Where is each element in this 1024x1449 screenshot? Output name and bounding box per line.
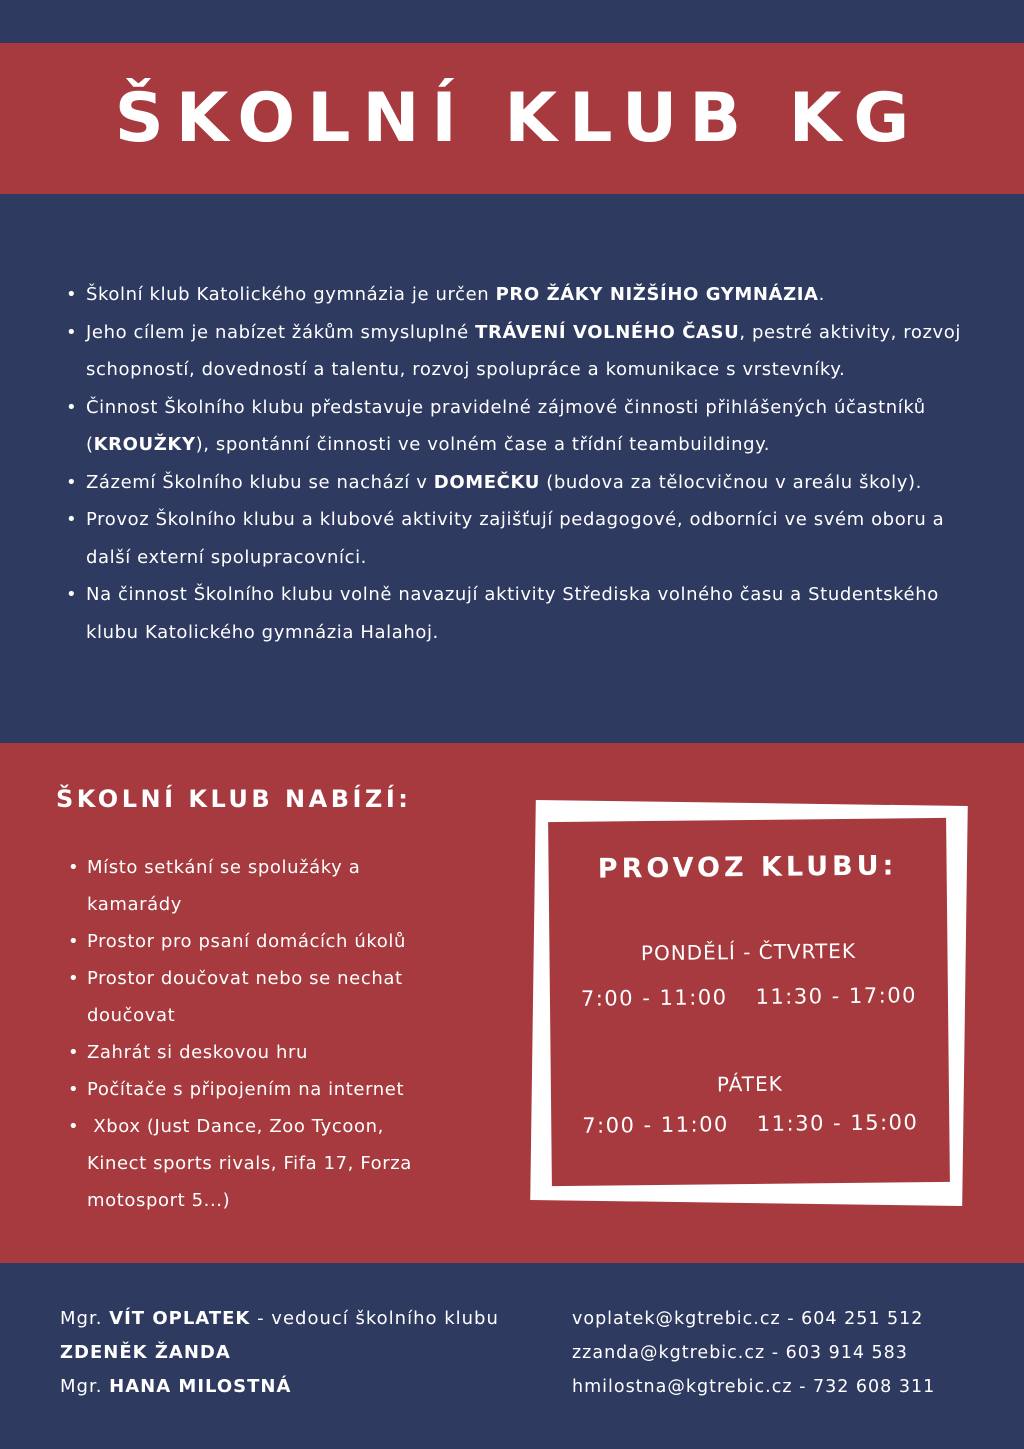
- offer-item: • Místo setkání se spolužáky a kamarády: [68, 849, 448, 923]
- offer-item: • Počítače s připojením na internet: [68, 1071, 448, 1108]
- intro-item: • Činnost Školního klubu představuje pravidelné zájmové činnosti přihlášených účastníků (KROUŽKY), spontánní činnosti ve volném čase a třídní teambuildingy.: [66, 389, 976, 464]
- hours-box: [548, 818, 950, 1186]
- page-title: ŠKOLNÍ KLUB KG: [114, 79, 922, 158]
- time-range-morning: 7:00 - 11:00: [582, 1112, 729, 1138]
- intro-section: [0, 194, 1024, 743]
- hours-heading: PROVOZ KLUBU:: [597, 850, 898, 885]
- footer: [0, 1263, 1024, 1449]
- day-label: PÁTEK: [716, 1071, 783, 1097]
- staff-line: ZDENĚK ŽANDA: [60, 1342, 231, 1363]
- time-ranges: [551, 1110, 949, 1138]
- offer-item: • Prostor pro psaní domácích úkolů: [68, 923, 448, 960]
- offer-heading: ŠKOLNÍ KLUB NABÍZÍ:: [56, 785, 412, 813]
- intro-item: • Provoz Školního klubu a klubové aktivity zajišťují pedagogové, odborníci ve svém oboru a další externí spolupracovníci.: [66, 501, 976, 576]
- offer-item: • Prostor doučovat nebo se nechat doučovat: [68, 960, 448, 1034]
- title-band: [0, 43, 1024, 194]
- time-range-afternoon: 11:30 - 17:00: [755, 983, 918, 1009]
- intro-item: • Na činnost Školního klubu volně navazují aktivity Střediska volného času a Studentského klubu Katolického gymnázia Halahoj.: [66, 576, 976, 651]
- time-range-morning: 7:00 - 11:00: [580, 985, 728, 1011]
- offer-item: • Xbox (Just Dance, Zoo Tycoon, Kinect sports rivals, Fifa 17, Forza motosport 5...): [68, 1108, 448, 1219]
- contact-line[interactable]: hmilostna@kgtrebic.cz - 732 608 311: [572, 1377, 936, 1397]
- time-ranges: [550, 983, 948, 1011]
- intro-item: • Školní klub Katolického gymnázia je určen PRO ŽÁKY NIŽŠÍHO GYMNÁZIA.: [66, 276, 976, 314]
- intro-item: • Jeho cílem je nabízet žákům smysluplné TRÁVENÍ VOLNÉHO ČASU, pestré aktivity, rozvoj schopností, dovedností a talentu, rozvoj spolupráce a komunikace s vrstevníky.: [66, 314, 976, 389]
- time-range-afternoon: 11:30 - 15:00: [756, 1110, 919, 1136]
- top-strip: [0, 0, 1024, 43]
- day-label: PONDĚLÍ - ČTVRTEK: [640, 938, 857, 966]
- offer-item: • Zahrát si deskovou hru: [68, 1034, 448, 1071]
- contact-line[interactable]: voplatek@kgtrebic.cz - 604 251 512: [572, 1309, 924, 1329]
- contact-line[interactable]: zzanda@kgtrebic.cz - 603 914 583: [572, 1343, 908, 1363]
- intro-item: • Zázemí Školního klubu se nachází v DOMEČKU (budova za tělocvičnou v areálu školy).: [66, 464, 976, 502]
- offer-list: [68, 849, 448, 1219]
- intro-list: [66, 276, 976, 651]
- staff-line: Mgr. HANA MILOSTNÁ: [60, 1376, 292, 1397]
- staff-line: Mgr. VÍT OPLATEK - vedoucí školního klubu: [60, 1308, 499, 1329]
